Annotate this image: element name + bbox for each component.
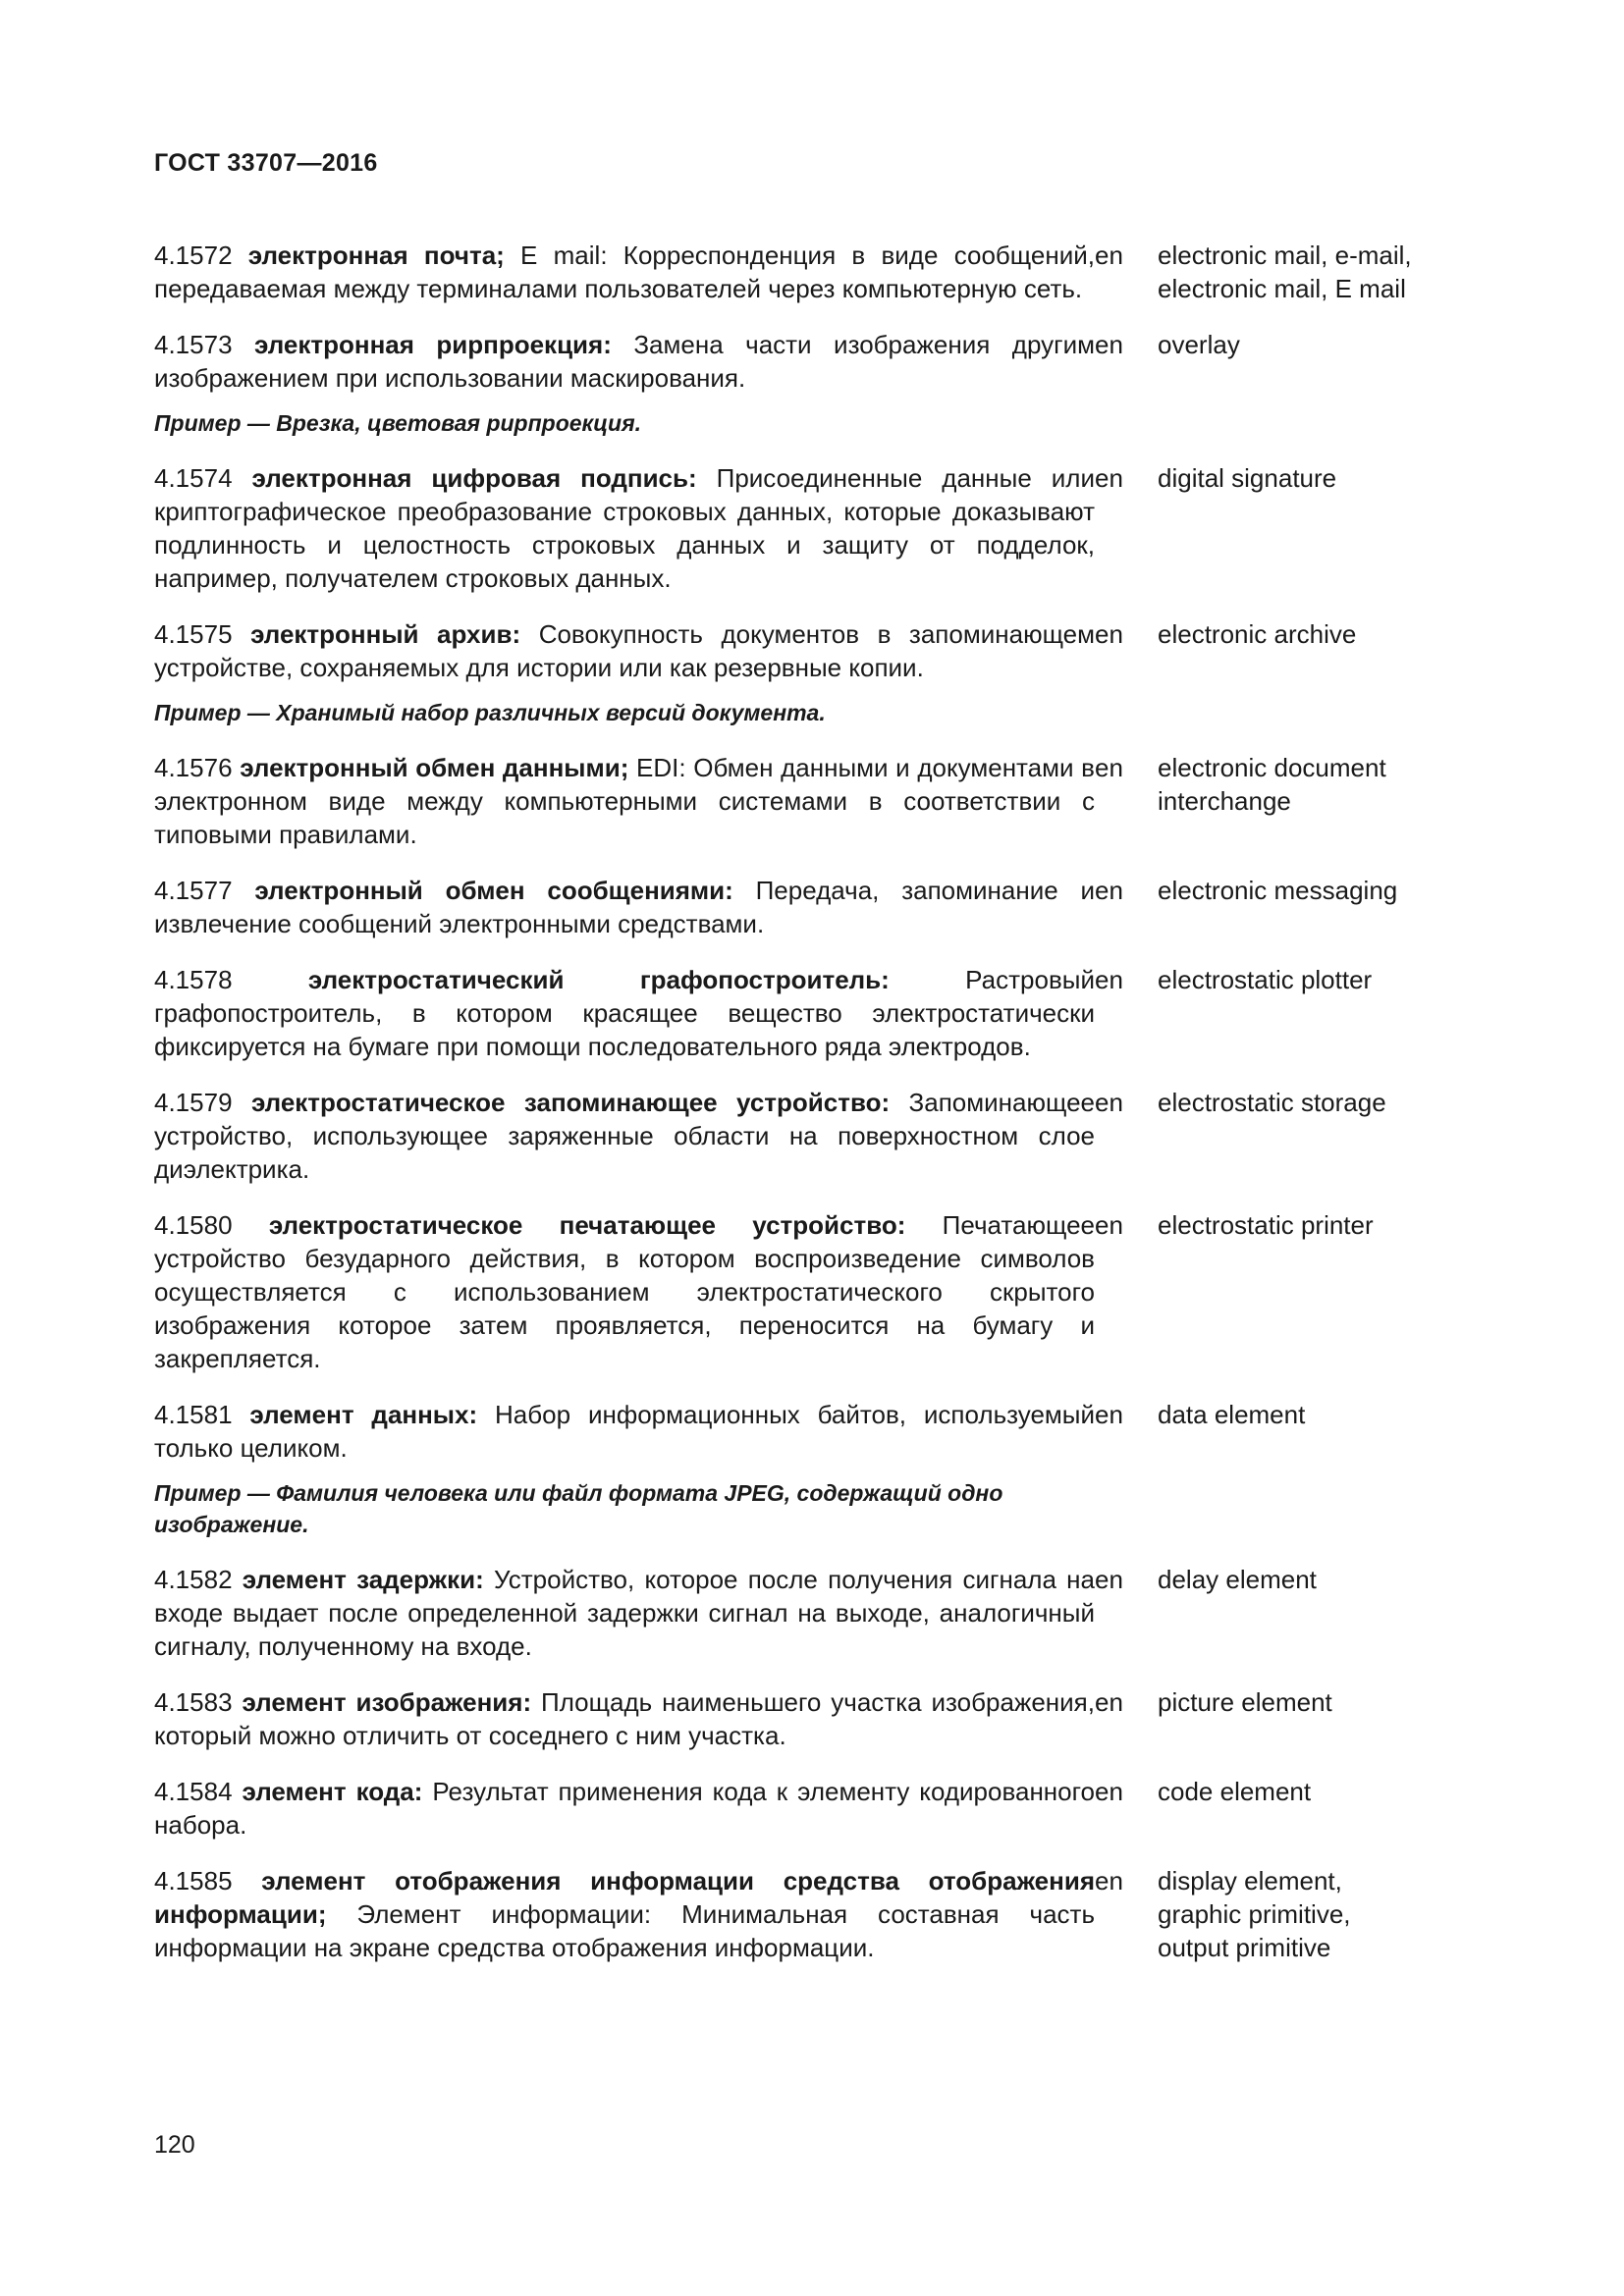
language-code-text: en bbox=[1095, 1687, 1123, 1717]
term-name: элемент кода: bbox=[242, 1777, 423, 1806]
term-definition bbox=[154, 328, 1095, 395]
term-definition bbox=[154, 239, 1095, 305]
document-header: ГОСТ 33707—2016 bbox=[154, 149, 378, 177]
term-definition bbox=[154, 617, 1095, 684]
english-term-line: interchange bbox=[1158, 786, 1291, 816]
term-text: Растровый графопостроитель, в котором красящее вещество электростатически фиксируется на бумаге при помощи последовательного ряда электродов. bbox=[154, 965, 1095, 1061]
term-number: 4.1583 bbox=[154, 1687, 233, 1717]
language-code-text: en bbox=[1095, 1565, 1123, 1594]
term-entry bbox=[154, 617, 1470, 684]
language-code bbox=[1095, 1563, 1158, 1663]
term-definition bbox=[154, 963, 1095, 1063]
example-note: Пример — Фамилия человека или файл формата JPEG, содержащий одно изображение. bbox=[154, 1480, 1003, 1537]
english-term-line: display element, bbox=[1158, 1866, 1342, 1896]
english-equivalent bbox=[1158, 1086, 1452, 1186]
english-term-line: electrostatic printer bbox=[1158, 1210, 1374, 1240]
term-number: 4.1582 bbox=[154, 1565, 233, 1594]
term-entry bbox=[154, 328, 1470, 395]
term-definition bbox=[154, 461, 1095, 595]
language-code-text: en bbox=[1095, 463, 1123, 493]
term-entry bbox=[154, 963, 1470, 1063]
term-definition bbox=[154, 1685, 1095, 1752]
language-code bbox=[1095, 461, 1158, 595]
terms-list bbox=[154, 239, 1470, 1987]
term-number: 4.1580 bbox=[154, 1210, 233, 1240]
english-equivalent bbox=[1158, 1398, 1452, 1465]
term-number: 4.1575 bbox=[154, 619, 233, 649]
english-equivalent bbox=[1158, 1208, 1452, 1375]
english-equivalent bbox=[1158, 751, 1452, 851]
language-code bbox=[1095, 328, 1158, 395]
english-term-line: output primitive bbox=[1158, 1933, 1331, 1962]
term-number: 4.1585 bbox=[154, 1866, 233, 1896]
term-name: электронная цифровая подпись: bbox=[251, 463, 697, 493]
term-text: Присоединенные данные или криптографическое преобразование строковых данных, которые доказывают подлинность и целостность строковых данных и защиту от подделок, например, получателем строковых данных. bbox=[154, 463, 1095, 593]
term-name: элемент данных: bbox=[249, 1400, 478, 1429]
english-term-line: delay element bbox=[1158, 1565, 1317, 1594]
term-entry bbox=[154, 239, 1470, 305]
term-number: 4.1572 bbox=[154, 240, 233, 270]
term-entry bbox=[154, 1685, 1470, 1752]
english-term-line: electronic messaging bbox=[1158, 876, 1398, 905]
term-text: Совокупность документов в запоминающем устройстве, сохраняемых для истории или как резервные копии. bbox=[154, 619, 1095, 682]
term-number: 4.1581 bbox=[154, 1400, 233, 1429]
term-name: элемент отображения информации средства отображения информации; bbox=[154, 1866, 1095, 1929]
language-code bbox=[1095, 617, 1158, 684]
term-name: электронная рирпроекция: bbox=[254, 330, 612, 359]
term-text: E mail: Корреспонденция в виде сообщений, передаваемая между терминалами пользователей через компьютерную сеть. bbox=[154, 240, 1095, 303]
english-equivalent bbox=[1158, 1563, 1452, 1663]
term-definition bbox=[154, 751, 1095, 851]
language-code bbox=[1095, 239, 1158, 305]
term-entry bbox=[154, 461, 1470, 595]
term-entry bbox=[154, 1086, 1470, 1186]
english-term-line: data element bbox=[1158, 1400, 1306, 1429]
example-note: Пример — Врезка, цветовая рирпроекция. bbox=[154, 410, 642, 436]
term-name: электронный архив: bbox=[250, 619, 521, 649]
page-number: 120 bbox=[154, 2131, 195, 2159]
term-text: Печатающее устройство безударного действия, в котором воспроизведение символов осуществляется с использованием электростатического скрытого изображения которое затем проявляется, переносится на бумагу и закрепляется. bbox=[154, 1210, 1095, 1373]
term-definition bbox=[154, 1563, 1095, 1663]
term-text: Замена части изображения другим изображением при использовании маскирования. bbox=[154, 330, 1095, 393]
english-equivalent bbox=[1158, 1775, 1452, 1842]
term-number: 4.1584 bbox=[154, 1777, 233, 1806]
term-number: 4.1576 bbox=[154, 753, 233, 782]
english-term-line: overlay bbox=[1158, 330, 1240, 359]
term-definition bbox=[154, 874, 1095, 940]
term-name: электронный обмен сообщениями: bbox=[254, 876, 733, 905]
language-code-text: en bbox=[1095, 330, 1123, 359]
english-term-line: electronic archive bbox=[1158, 619, 1357, 649]
term-text: Элемент информации: Минимальная составная часть информации на экране средства отображения информации. bbox=[154, 1899, 1095, 1962]
language-code-text: en bbox=[1095, 753, 1123, 782]
english-equivalent bbox=[1158, 461, 1452, 595]
term-name: элемент изображения: bbox=[242, 1687, 532, 1717]
language-code-text: en bbox=[1095, 1210, 1123, 1240]
term-entry bbox=[154, 1775, 1470, 1842]
english-term-line: picture element bbox=[1158, 1687, 1332, 1717]
english-term-line: electronic mail, e-mail, bbox=[1158, 240, 1412, 270]
term-name: электронная почта; bbox=[247, 240, 505, 270]
language-code-text: en bbox=[1095, 1400, 1123, 1429]
term-definition bbox=[154, 1398, 1095, 1465]
language-code-text: en bbox=[1095, 1777, 1123, 1806]
term-name: электростатическое запоминающее устройство: bbox=[250, 1088, 891, 1117]
english-equivalent bbox=[1158, 963, 1452, 1063]
term-name: элемент задержки: bbox=[242, 1565, 484, 1594]
term-text: Набор информационных байтов, используемый только целиком. bbox=[154, 1400, 1095, 1463]
term-entry bbox=[154, 1864, 1470, 1964]
term-text: Передача, запоминание и извлечение сообщений электронными средствами. bbox=[154, 876, 1095, 938]
english-term-line: electrostatic storage bbox=[1158, 1088, 1386, 1117]
language-code bbox=[1095, 1398, 1158, 1465]
english-equivalent bbox=[1158, 1685, 1452, 1752]
english-term-line: graphic primitive, bbox=[1158, 1899, 1351, 1929]
term-number: 4.1573 bbox=[154, 330, 233, 359]
term-number: 4.1574 bbox=[154, 463, 233, 493]
language-code bbox=[1095, 1775, 1158, 1842]
term-name: электронный обмен данными; bbox=[240, 753, 629, 782]
term-text: EDI: Обмен данными и документами в электронном виде между компьютерными системами в соответствии с типовыми правилами. bbox=[154, 753, 1095, 849]
english-term-line: code element bbox=[1158, 1777, 1312, 1806]
english-equivalent bbox=[1158, 328, 1452, 395]
english-equivalent bbox=[1158, 617, 1452, 684]
term-text: Запоминающее устройство, использующее заряженные области на поверхностном слое диэлектрика. bbox=[154, 1088, 1095, 1184]
term-entry bbox=[154, 1398, 1470, 1465]
term-entry bbox=[154, 751, 1470, 851]
language-code bbox=[1095, 1864, 1158, 1964]
english-term-line: digital signature bbox=[1158, 463, 1337, 493]
language-code bbox=[1095, 874, 1158, 940]
english-equivalent bbox=[1158, 1864, 1452, 1964]
example-note: Пример — Хранимый набор различных версий документа. bbox=[154, 700, 826, 725]
term-text: Устройство, которое после получения сигнала на входе выдает после определенной задержки сигнал на выходе, аналогичный сигналу, полученному на входе. bbox=[154, 1565, 1095, 1661]
term-number: 4.1577 bbox=[154, 876, 233, 905]
language-code bbox=[1095, 1086, 1158, 1186]
term-definition bbox=[154, 1086, 1095, 1186]
language-code bbox=[1095, 963, 1158, 1063]
language-code-text: en bbox=[1095, 240, 1123, 270]
language-code-text: en bbox=[1095, 1866, 1123, 1896]
term-number: 4.1579 bbox=[154, 1088, 233, 1117]
language-code bbox=[1095, 1208, 1158, 1375]
term-number: 4.1578 bbox=[154, 965, 233, 994]
language-code-text: en bbox=[1095, 876, 1123, 905]
language-code-text: en bbox=[1095, 1088, 1123, 1117]
term-entry bbox=[154, 1563, 1470, 1663]
term-text: Результат применения кода к элементу кодированного набора. bbox=[154, 1777, 1095, 1840]
english-term-line: electronic document bbox=[1158, 753, 1386, 782]
language-code bbox=[1095, 1685, 1158, 1752]
term-definition bbox=[154, 1775, 1095, 1842]
term-text: Площадь наименьшего участка изображения, который можно отличить от соседнего с ним участка. bbox=[154, 1687, 1095, 1750]
english-term-line: electronic mail, E mail bbox=[1158, 274, 1406, 303]
term-name: электростатический графопостроитель: bbox=[307, 965, 890, 994]
term-entry bbox=[154, 874, 1470, 940]
term-definition bbox=[154, 1864, 1095, 1964]
english-term-line: electrostatic plotter bbox=[1158, 965, 1373, 994]
term-name: электростатическое печатающее устройство: bbox=[268, 1210, 906, 1240]
english-equivalent bbox=[1158, 239, 1452, 305]
english-equivalent bbox=[1158, 874, 1452, 940]
language-code-text: en bbox=[1095, 619, 1123, 649]
term-definition bbox=[154, 1208, 1095, 1375]
language-code-text: en bbox=[1095, 965, 1123, 994]
language-code bbox=[1095, 751, 1158, 851]
term-entry bbox=[154, 1208, 1470, 1375]
